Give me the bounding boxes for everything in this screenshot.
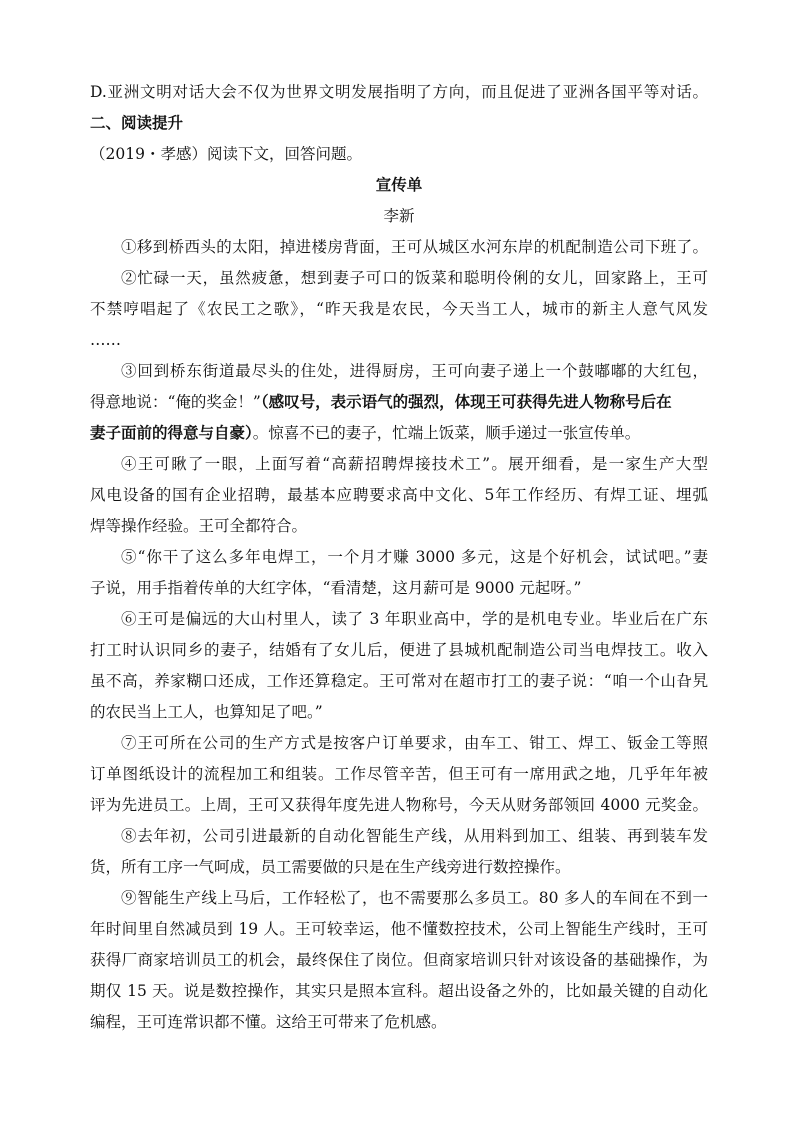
- paragraph-line: ①移到桥西头的太阳，掉进楼房背面，王可从城区水河东岸的机配制造公司下班了。: [121, 238, 708, 256]
- paragraph-line: 虽不高，养家糊口还成，工作还算稳定。王可常对在超市打工的妻子说：“咱一个山旮旯: [90, 672, 708, 690]
- paragraph-line: 期仅 15 天。说是数控操作，其实只是照本宣科。超出设备之外的，比如最关键的自动化: [90, 982, 708, 1000]
- paragraph-line: 货，所有工序一气呵成，员工需要做的只是在生产线旁进行数控操作。: [90, 858, 571, 876]
- paragraph-line: 订单图纸设计的流程加工和组装。工作尽管辛苦，但王可有一席用武之地，几乎年年被: [90, 765, 708, 783]
- section-heading: 二、阅读提升: [90, 113, 184, 132]
- paragraph-line: 的农民当上工人，也算知足了吧。”: [90, 703, 323, 721]
- paragraph-line: 子说，用手指着传单的大红字体，“看清楚，这月薪可是 9000 元起呀。”: [90, 579, 582, 597]
- option-d-line: D.亚洲文明对话大会不仅为世界文明发展指明了方向，而且促进了亚洲各国平等对话。: [90, 83, 708, 101]
- article-title: 宣传单: [375, 175, 423, 194]
- annotation-text: 妻子面前的得意与自豪）: [90, 423, 253, 442]
- paragraph-line: [90, 392, 708, 412]
- paragraph-line: ⑦王可所在公司的生产方式是按客户订单要求，由车工、钳工、焊工、钣金工等照: [121, 734, 708, 752]
- paragraph-line: 获得厂商家培训员工的机会，最终保住了岗位。但商家培训只针对该设备的基础操作，为: [90, 951, 708, 969]
- paragraph-line: ⑧去年初，公司引进最新的自动化智能生产线，从用料到加工、组装、再到装车发: [121, 827, 708, 845]
- paragraph-line: ⑥王可是偏远的大山村里人，读了 3 年职业高中，学的是机电专业。毕业后在广东: [121, 610, 708, 628]
- quote-text: 得意地说：“俺的奖金！”: [90, 393, 261, 411]
- paragraph-line: ⑨智能生产线上马后，工作轻松了，也不需要那么多员工。80 多人的车间在不到一: [121, 889, 708, 907]
- paragraph-line: ③回到桥东街道最尽头的住处，进得厨房，王可向妻子递上一个鼓嘟嘟的大红包，: [121, 362, 708, 380]
- paragraph-line: 评为先进员工。上周，王可又获得年度先进人物称号，今天从财务部领回 4000 元奖金。: [90, 796, 708, 814]
- paragraph-line: 风电设备的国有企业招聘，最基本应聘要求高中文化、5年工作经历、有焊工证、埋弧: [90, 486, 708, 504]
- paragraph-line: 年时间里自然减员到 19 人。王可较幸运，他不懂数控技术，公司上智能生产线时，王可: [90, 920, 708, 938]
- paragraph-line: [90, 423, 708, 443]
- annotation-text: （感叹号，表示语气的强烈，体现王可获得先进人物称号后在: [260, 392, 672, 411]
- body-text: 。惊喜不已的妻子，忙端上饭菜，顺手递过一张宣传单。: [252, 424, 641, 442]
- article-author: 李新: [383, 207, 415, 225]
- paragraph-line: ②忙碌一天，虽然疲惫，想到妻子可口的饭菜和聪明伶俐的女儿，回家路上，王可: [121, 269, 708, 287]
- paragraph-line: 编程，王可连常识都不懂。这给王可带来了危机感。: [90, 1013, 447, 1031]
- paragraph-line: 焊等操作经验。王可全都符合。: [90, 517, 308, 535]
- paragraph-line: 打工时认识同乡的妻子，结婚有了女儿后，便进了县城机配制造公司当电焊技工。收入: [90, 641, 708, 659]
- paragraph-line: 不禁哼唱起了《农民工之歌》，“昨天我是农民，今天当工人，城市的新主人意气风发: [90, 300, 708, 318]
- paragraph-line: ⑤“你干了这么多年电焊工，一个月才赚 3000 多元，这是个好机会，试试吧。”妻: [121, 548, 708, 566]
- paragraph-line: ④王可瞅了一眼，上面写着“高薪招聘焊接技术工”。展开细看，是一家生产大型: [121, 455, 708, 473]
- question-intro: （2019・孝感）阅读下文，回答问题。: [90, 145, 362, 163]
- paragraph-line: ……: [90, 331, 121, 349]
